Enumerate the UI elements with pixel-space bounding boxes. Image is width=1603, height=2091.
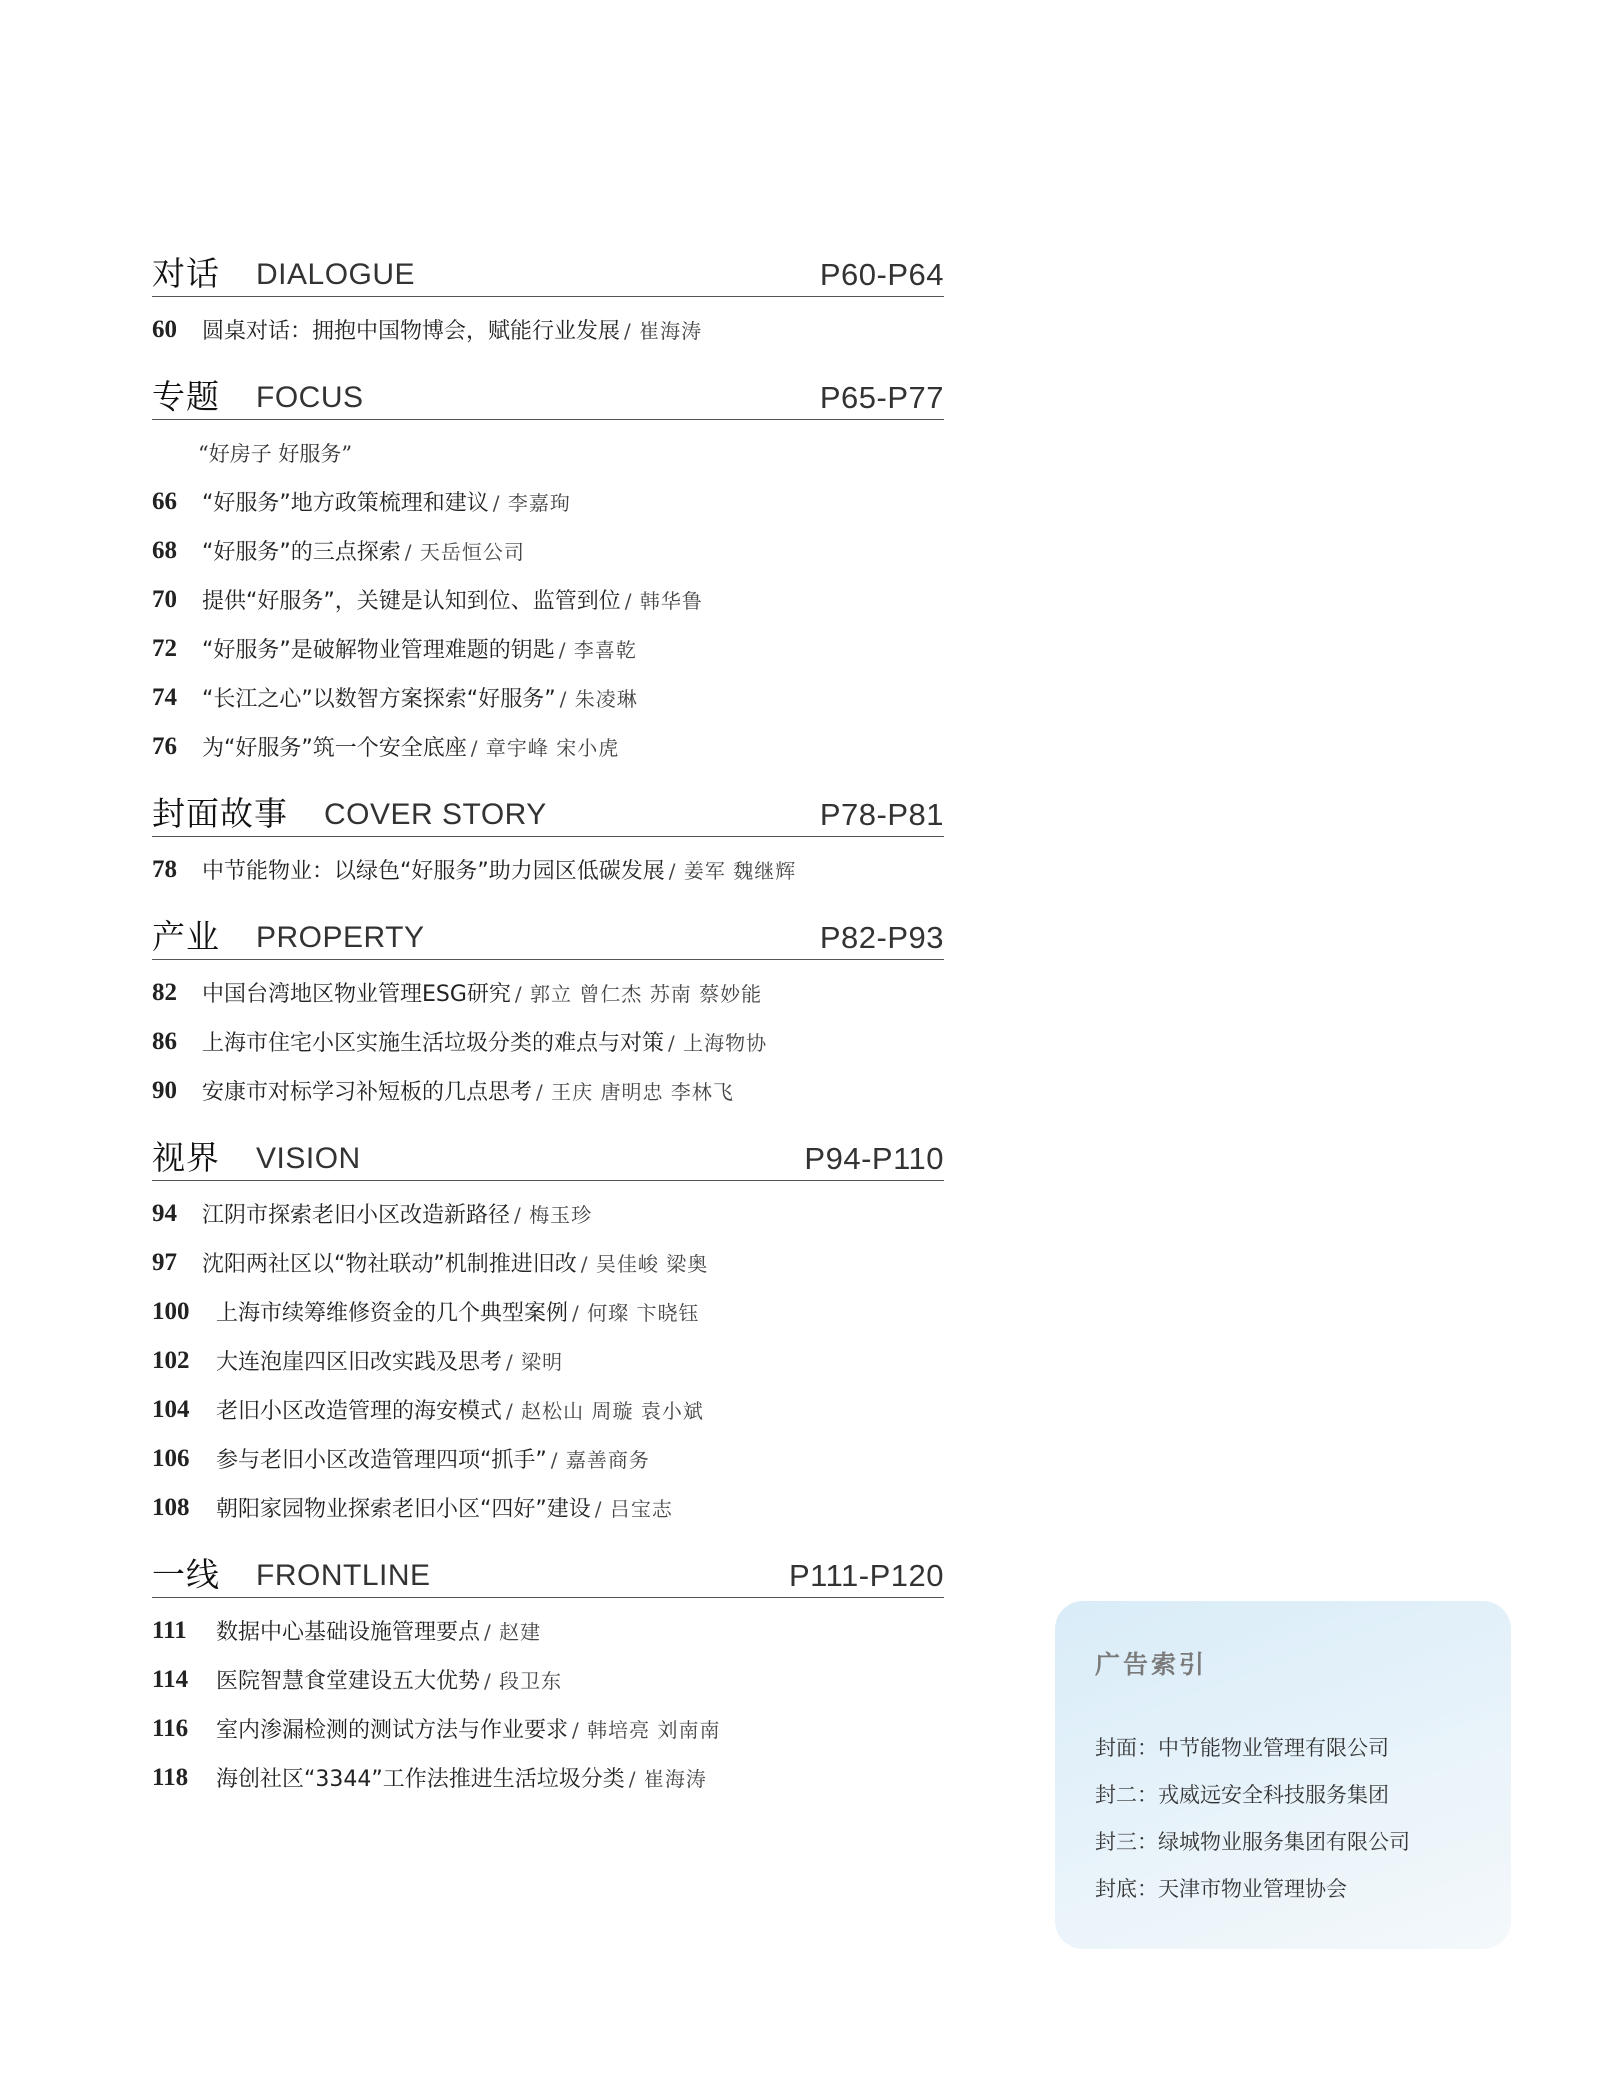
section-gap <box>152 894 944 908</box>
section-page-range: P60-P64 <box>819 257 944 292</box>
toc-section <box>152 245 944 354</box>
section-gap <box>152 1532 944 1546</box>
section-header <box>152 368 944 420</box>
section-page-range: P82-P93 <box>819 920 944 955</box>
ad-index-title: 广告索引 <box>1095 1650 1208 1679</box>
entry-author: / 赵松山 周璇 袁小斌 <box>506 1399 704 1423</box>
toc-entry[interactable] <box>152 1606 944 1655</box>
toc-entry[interactable] <box>152 1336 944 1385</box>
entry-author: / 嘉善商务 <box>550 1448 650 1472</box>
entry-author: / 吴佳峻 梁奥 <box>580 1252 709 1276</box>
entry-page-number: 97 <box>152 1248 177 1276</box>
entry-author: / 段卫东 <box>484 1669 563 1693</box>
section-entries <box>152 297 944 354</box>
entry-page-number: 116 <box>152 1714 189 1742</box>
entry-author: / 王庆 唐明忠 李林飞 <box>536 1080 734 1104</box>
entry-page-number: 74 <box>152 683 177 711</box>
entry-page-number: 60 <box>152 315 177 343</box>
section-title-en: DIALOGUE <box>256 258 416 291</box>
entry-author: / 赵建 <box>484 1620 542 1644</box>
entry-page-number: 118 <box>152 1763 189 1791</box>
entry-title: 江阴市探索老旧小区改造新路径 <box>202 1203 511 1228</box>
toc-section <box>152 785 944 894</box>
entry-author: / 姜军 魏继辉 <box>668 859 797 883</box>
section-subtitle: “好房子 好服务” <box>198 441 353 466</box>
entry-title: “长江之心”以数智方案探索“好服务” <box>202 687 556 712</box>
entry-author: / 何璨 卞晓钰 <box>572 1301 700 1325</box>
ad-index-item: 封二：戎威远安全科技服务集团 <box>1095 1782 1389 1807</box>
entry-page-number: 76 <box>152 732 177 760</box>
entry-title: 海创社区“3344”工作法推进生活垃圾分类 <box>216 1767 625 1792</box>
toc-entry[interactable] <box>152 1287 944 1336</box>
section-header <box>152 1129 944 1181</box>
toc-entry[interactable] <box>152 1066 944 1115</box>
section-title-cn: 专题 <box>152 377 220 416</box>
toc-entry[interactable] <box>152 1238 944 1287</box>
entry-page-number: 66 <box>152 487 177 515</box>
toc-entry[interactable] <box>152 1434 944 1483</box>
entry-author: / 郭立 曾仁杰 苏南 蔡妙能 <box>514 982 763 1006</box>
ad-index-item: 封面：中节能物业管理有限公司 <box>1095 1735 1389 1760</box>
toc-entry[interactable] <box>152 624 944 673</box>
toc-entry[interactable] <box>152 575 944 624</box>
entry-author: / 崔海涛 <box>628 1767 707 1791</box>
toc-entry[interactable] <box>152 1017 944 1066</box>
toc-entry[interactable] <box>152 526 944 575</box>
section-title-cn: 一线 <box>152 1555 220 1594</box>
section-title-en: VISION <box>256 1142 361 1175</box>
toc-entry[interactable] <box>152 722 944 771</box>
entry-title: 沈阳两社区以“物社联动”机制推进旧改 <box>202 1252 577 1277</box>
section-title-cn: 视界 <box>152 1138 220 1177</box>
entry-title: 提供“好服务”，关键是认知到位、监管到位 <box>202 589 621 614</box>
entry-title: 大连泡崖四区旧改实践及思考 <box>216 1350 503 1375</box>
entry-page-number: 108 <box>152 1493 190 1521</box>
section-entries <box>152 420 944 771</box>
entry-page-number: 100 <box>152 1297 190 1325</box>
section-gap <box>152 1115 944 1129</box>
section-title-cn: 产业 <box>152 917 220 956</box>
entry-title: 上海市续筹维修资金的几个典型案例 <box>216 1301 569 1326</box>
entry-author: / 梅玉珍 <box>514 1203 593 1227</box>
section-entries <box>152 960 944 1115</box>
section-title-en: FRONTLINE <box>256 1559 431 1592</box>
entry-author: / 李喜乾 <box>558 638 637 662</box>
entry-title: 中节能物业：以绿色“好服务”助力园区低碳发展 <box>202 859 665 884</box>
toc-entry[interactable] <box>152 305 944 354</box>
entry-title: 上海市住宅小区实施生活垃圾分类的难点与对策 <box>202 1031 665 1056</box>
section-title-cn: 对话 <box>152 254 220 293</box>
ad-index-list <box>1095 1723 1511 1911</box>
entry-page-number: 114 <box>152 1665 189 1693</box>
entry-author: / 朱凌琳 <box>559 687 638 711</box>
entry-page-number: 78 <box>152 855 177 883</box>
entry-title: 数据中心基础设施管理要点 <box>216 1620 481 1645</box>
entry-page-number: 106 <box>152 1444 190 1472</box>
entry-author: / 李嘉珣 <box>492 491 571 515</box>
section-header <box>152 908 944 960</box>
entry-title: 安康市对标学习补短板的几点思考 <box>202 1080 533 1105</box>
entry-page-number: 111 <box>152 1616 187 1644</box>
entry-title: 为“好服务”筑一个安全底座 <box>202 736 467 761</box>
entry-title: 老旧小区改造管理的海安模式 <box>216 1399 503 1424</box>
toc-entry[interactable] <box>152 1655 944 1704</box>
toc-section <box>152 1129 944 1532</box>
section-title-en: COVER STORY <box>324 798 547 831</box>
entry-author: / 上海物协 <box>668 1031 768 1055</box>
entry-title: 朝阳家园物业探索老旧小区“四好”建设 <box>216 1497 591 1522</box>
entry-title: “好服务”是破解物业管理难题的钥匙 <box>202 638 555 663</box>
toc-entry[interactable] <box>152 1704 944 1753</box>
entry-author: / 吕宝志 <box>594 1497 673 1521</box>
toc-entry[interactable] <box>152 1189 944 1238</box>
entry-author: / 韩华鲁 <box>624 589 703 613</box>
table-of-contents <box>152 245 944 1802</box>
section-page-range: P94-P110 <box>804 1141 944 1176</box>
section-gap <box>152 771 944 785</box>
entry-title: 参与老旧小区改造管理四项“抓手” <box>216 1448 547 1473</box>
entry-author: / 章宇峰 宋小虎 <box>470 736 620 760</box>
entry-author: / 韩培亮 刘南南 <box>572 1718 721 1742</box>
entry-title: 中国台湾地区物业管理ESG研究 <box>202 982 511 1007</box>
toc-section <box>152 1546 944 1802</box>
toc-entry[interactable] <box>152 477 944 526</box>
entry-page-number: 72 <box>152 634 177 662</box>
entry-page-number: 70 <box>152 585 177 613</box>
toc-entry[interactable] <box>152 1483 944 1532</box>
section-header <box>152 1546 944 1598</box>
entry-page-number: 82 <box>152 978 177 1006</box>
toc-entry[interactable] <box>152 673 944 722</box>
entry-author: / 天岳恒公司 <box>404 540 525 564</box>
ad-index-box <box>1055 1601 1511 1949</box>
entry-page-number: 68 <box>152 536 177 564</box>
toc-entry[interactable] <box>152 845 944 894</box>
entry-page-number: 86 <box>152 1027 177 1055</box>
toc-entry[interactable] <box>152 968 944 1017</box>
section-gap <box>152 354 944 368</box>
section-title-cn: 封面故事 <box>152 794 288 833</box>
section-title-en: FOCUS <box>256 381 364 414</box>
entry-title: 医院智慧食堂建设五大优势 <box>216 1669 481 1694</box>
entry-title: “好服务”地方政策梳理和建议 <box>202 491 489 516</box>
entry-title: 室内渗漏检测的测试方法与作业要求 <box>216 1718 569 1743</box>
section-header <box>152 785 944 837</box>
toc-entry[interactable] <box>152 1385 944 1434</box>
section-entries <box>152 837 944 894</box>
entry-author: / 崔海涛 <box>624 319 703 343</box>
toc-section <box>152 368 944 771</box>
section-entries <box>152 1181 944 1532</box>
ad-index-item: 封三：绿城物业服务集团有限公司 <box>1095 1829 1410 1854</box>
section-page-range: P111-P120 <box>788 1558 944 1593</box>
entry-page-number: 104 <box>152 1395 190 1423</box>
entry-page-number: 102 <box>152 1346 190 1374</box>
section-title-en: PROPERTY <box>256 921 425 954</box>
entry-page-number: 94 <box>152 1199 177 1227</box>
toc-section <box>152 908 944 1115</box>
section-page-range: P65-P77 <box>819 380 944 415</box>
section-entries <box>152 1598 944 1802</box>
entry-author: / 梁明 <box>506 1350 564 1374</box>
entry-title: “好服务”的三点探索 <box>202 540 401 565</box>
ad-index-item: 封底：天津市物业管理协会 <box>1095 1876 1347 1901</box>
section-header <box>152 245 944 297</box>
entry-title: 圆桌对话：拥抱中国物博会，赋能行业发展 <box>202 319 621 344</box>
section-page-range: P78-P81 <box>819 797 944 832</box>
toc-entry[interactable] <box>152 1753 944 1802</box>
entry-page-number: 90 <box>152 1076 177 1104</box>
